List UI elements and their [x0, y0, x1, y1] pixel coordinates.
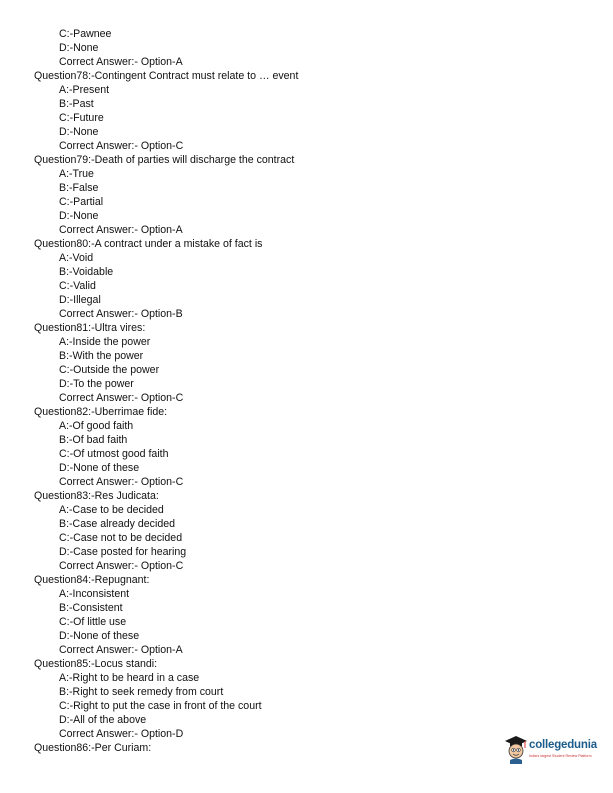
question-line: Question82:-Uberrimae fide: — [34, 406, 168, 418]
option-line: B:-With the power — [59, 350, 144, 362]
question-line: Question84:-Repugnant: — [34, 574, 150, 586]
option-line: D:-All of the above — [59, 714, 147, 726]
option-line: D:-None of these — [59, 630, 140, 642]
option-line: C:-Valid — [59, 280, 96, 292]
option-line: A:-Inside the power — [59, 336, 151, 348]
option-line: A:-Present — [59, 84, 110, 96]
option-line: D:-Case posted for hearing — [59, 546, 187, 558]
question-line: Question80:-A contract under a mistake of fact is — [34, 238, 263, 250]
option-line: D:-To the power — [59, 378, 134, 390]
option-line: A:-True — [59, 168, 94, 180]
question-line: Question81:-Ultra vires: — [34, 322, 146, 334]
logo-wordmark: collegedunia — [529, 739, 597, 751]
correct-answer-line: Correct Answer:- Option-B — [59, 308, 183, 320]
correct-answer-line: Correct Answer:- Option-A — [59, 644, 183, 656]
option-line: D:-Illegal — [59, 294, 101, 306]
option-line: C:-Right to put the case in front of the court — [59, 700, 262, 712]
option-line: B:-Voidable — [59, 266, 114, 278]
option-line: C:-Of utmost good faith — [59, 448, 169, 460]
option-line: B:-Of bad faith — [59, 434, 128, 446]
question-line: Question79:-Death of parties will discharge the contract — [34, 154, 295, 166]
graduate-mascot-icon — [503, 734, 529, 764]
option-line: B:-Consistent — [59, 602, 123, 614]
question-line: Question83:-Res Judicata: — [34, 490, 159, 502]
correct-answer-line: Correct Answer:- Option-A — [59, 56, 183, 68]
option-line: D:-None — [59, 126, 99, 138]
collegedunia-logo — [503, 734, 608, 766]
option-line: B:-Right to seek remedy from court — [59, 686, 224, 698]
option-line: C:-Of little use — [59, 616, 127, 628]
question-line: Question86:-Per Curiam: — [34, 742, 152, 754]
option-line: D:-None — [59, 42, 99, 54]
option-line: B:-Past — [59, 98, 94, 110]
question-line: Question85:-Locus standi: — [34, 658, 158, 670]
option-line: B:-Case already decided — [59, 518, 176, 530]
correct-answer-line: Correct Answer:- Option-C — [59, 560, 184, 572]
option-line: D:-None — [59, 210, 99, 222]
option-line: C:-Pawnee — [59, 28, 112, 40]
correct-answer-line: Correct Answer:- Option-C — [59, 140, 184, 152]
correct-answer-line: Correct Answer:- Option-C — [59, 392, 184, 404]
correct-answer-line: Correct Answer:- Option-C — [59, 476, 184, 488]
option-line: C:-Future — [59, 112, 104, 124]
logo-tagline: India's largest Student Review Platform — [529, 754, 592, 758]
option-line: C:-Case not to be decided — [59, 532, 183, 544]
option-line: A:-Of good faith — [59, 420, 134, 432]
option-line: A:-Inconsistent — [59, 588, 130, 600]
option-line: A:-Case to be decided — [59, 504, 164, 516]
option-line: C:-Partial — [59, 196, 104, 208]
option-line: A:-Void — [59, 252, 94, 264]
document-body — [0, 27, 613, 755]
correct-answer-line: Correct Answer:- Option-D — [59, 728, 184, 740]
option-line: B:-False — [59, 182, 99, 194]
question-line: Question78:-Contingent Contract must relate to … event — [34, 70, 299, 82]
correct-answer-line: Correct Answer:- Option-A — [59, 224, 183, 236]
option-line: A:-Right to be heard in a case — [59, 672, 200, 684]
option-line: D:-None of these — [59, 462, 140, 474]
option-line: C:-Outside the power — [59, 364, 160, 376]
